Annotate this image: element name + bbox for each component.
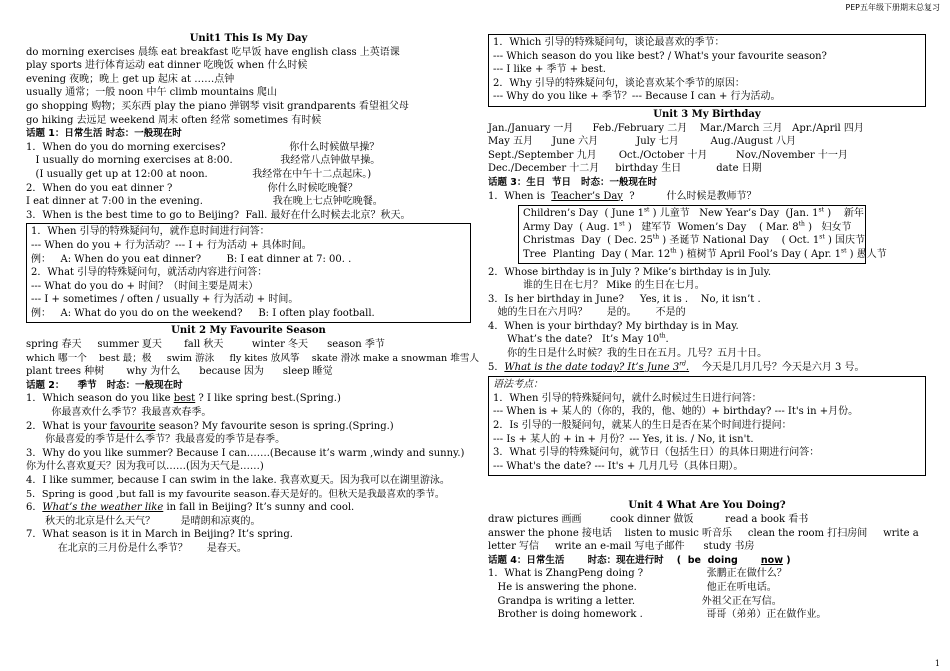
sentence-line: 2．Whose birthday is in July ? Mike’s birthday is in July. xyxy=(488,266,772,278)
text: ) 国庆节 xyxy=(824,235,866,247)
vocab-line: do morning exercises 晨练 eat breakfast 吃早饭 have english class 上英语课 xyxy=(26,46,400,58)
underlined-word: favourite xyxy=(109,420,156,432)
sentence-line: Grandpa is writing a letter. 外祖父正在写信。 xyxy=(488,595,782,607)
spacer xyxy=(488,477,926,499)
text: 2．What is your xyxy=(26,420,110,432)
holiday-line xyxy=(523,221,861,235)
ordinal: st xyxy=(818,206,825,214)
vocab-line: go shopping 购物；买东西 play the piano 弹钢琴 visit grandparents 看望祖父母 xyxy=(26,100,409,112)
unit2-grammar-box xyxy=(488,34,926,107)
ordinal: st xyxy=(840,247,847,255)
text: ) 儿童节 New Year’s Day (Jan. 1 xyxy=(649,208,819,220)
vocab-line: which 哪一个 best 最；极 swim 游泳 fly kites 放风筝 skate 滑冰 make a snowman 堆雪人 xyxy=(26,352,480,364)
sentence-line: He is answering the phone. 他正在听电话。 xyxy=(488,581,777,593)
right-column xyxy=(488,34,926,622)
underlined-word: now xyxy=(760,554,783,566)
sentence-line: 她的生日在六月吗？ 是的。 不是的 xyxy=(488,307,686,319)
text: 今天是几月几号？今天是六月 3 号。 xyxy=(689,361,865,373)
text: What’s the date? It’s May 10 xyxy=(488,334,660,346)
text: 1．Which season do you like xyxy=(26,393,174,405)
unit3-months xyxy=(488,122,926,176)
grammar-line: --- What's the date? --- It's + 几月几号（具体日期）。 xyxy=(493,460,744,472)
unit3-grammar-box xyxy=(488,376,926,476)
page-number: 1 xyxy=(934,659,940,668)
sentence-line xyxy=(26,392,471,406)
grammar-line: 2．Why 引导的特殊疑问句，谈论喜欢某个季节的原因： xyxy=(493,77,745,89)
unit2-title: Unit 2 My Favourite Season xyxy=(171,325,326,337)
text: 5． xyxy=(488,361,505,373)
sentence-line xyxy=(26,501,471,515)
italic-underlined-phrase: What’s the weather like xyxy=(42,502,164,514)
unit1-vocab xyxy=(26,46,471,128)
text: 1．When is xyxy=(488,190,552,202)
sentence-line: 3．Why do you like summer? Because I can…….(Because it’s warm ,windy and sunny.) 你为什么喜欢夏天？因为我可以……(因为天气是……) xyxy=(26,447,465,473)
text: ) 建军节 Women’s Day ( Mar. 8 xyxy=(624,221,799,233)
vocab-line: Sept./September 九月 Oct./October 十月 Nov./November 十一月 xyxy=(488,149,848,161)
grammar-line: 2．What 引导的特殊疑问句，就活动内容进行问答： xyxy=(31,267,268,279)
text: ) xyxy=(783,554,791,566)
grammar-line: --- I + sometimes / often / usually + 行为活动 + 时间。 xyxy=(31,294,299,306)
vocab-line: spring 春天 summer 夏天 fall 秋天 winter 冬天 season 季节 xyxy=(26,339,385,351)
unit2-sentences xyxy=(26,392,471,555)
grammar-line: --- What do you do + 时间？（时间主要是周末） xyxy=(31,280,259,292)
left-column xyxy=(26,32,480,556)
ordinal: th xyxy=(670,247,677,255)
text: ) 新年 xyxy=(824,208,864,220)
unit3-title: Unit 3 My Birthday xyxy=(653,108,761,120)
ordinal: th xyxy=(652,233,660,241)
ordinal: rd xyxy=(679,360,686,368)
sentence-line: 你的生日是什么时候？我的生日在五月。几号？五月十日。 xyxy=(488,348,768,360)
unit2-topic: 话题 2： 季节 时态：一般现在时 xyxy=(26,379,183,391)
grammar-heading: 语法考点： xyxy=(493,379,543,391)
unit1-topic: 话题 1：日常生活 时态：一般现在时 xyxy=(26,128,182,140)
text: ? 什么时候是教师节？ xyxy=(622,190,757,202)
text: ) 圣诞节 National Day ( Oct. 1 xyxy=(659,235,820,247)
text: in fall in Beijing? It’s sunny and cool. xyxy=(163,502,355,514)
sentence-line: 1．When do you do morning exercises? 你什么时候做早操？ xyxy=(26,141,380,153)
ordinal: th xyxy=(659,333,666,341)
holiday-line xyxy=(523,206,864,221)
unit2-vocab xyxy=(26,338,480,379)
sentence-line: 7．What season is it in March in Beijing? It’s spring. xyxy=(26,529,293,541)
ordinal: st xyxy=(619,220,625,228)
ordinal: th xyxy=(798,220,805,228)
text: 话题 4：日常生活 时态：现在进行时 ( be doing xyxy=(488,554,761,566)
text: Christmas Day ( Dec. 25 xyxy=(523,235,653,247)
sentence-line: (I usually get up at 12:00 at noon. 我经常在中午十二点起床。) xyxy=(26,168,372,180)
ordinal: st xyxy=(819,233,825,241)
grammar-line: --- Is + 某人的 + in + 月份？--- Yes, it is. / No, it isn't. xyxy=(493,433,754,445)
unit4-title: Unit 4 What Are You Doing? xyxy=(628,500,786,512)
holidays-box xyxy=(518,205,887,263)
vocab-line: evening 夜晚；晚上 get up 起床 at ……点钟 xyxy=(26,73,235,85)
sentence-line: Brother is doing homework . 哥哥（弟弟）正在做作业。 xyxy=(488,609,827,621)
grammar-line: --- Which season do you like best? / What's your favourite season? xyxy=(493,50,827,62)
text: Army Day ( Aug. 1 xyxy=(523,221,620,233)
text: ) 妇女节 xyxy=(804,221,852,233)
vocab-line: plant trees 种树 why 为什么 because 因为 sleep 睡觉 xyxy=(26,366,333,378)
text: season? My favourite seson is spring.(Spring.) xyxy=(155,420,394,432)
grammar-line: 例： A: When do you eat dinner? B: I eat dinner at 7: 00. . xyxy=(31,253,352,265)
grammar-line: --- I like + 季节 + best. xyxy=(493,64,606,76)
holiday-line xyxy=(523,247,887,262)
holiday-line xyxy=(523,233,866,248)
sentence-line: 2．When do you eat dinner ? 你什么时候吃晚餐？ xyxy=(26,182,358,194)
sentence-line: 你最喜欢什么季节？我最喜欢春季。 xyxy=(26,407,212,419)
sentence-line: 3．When is the best time to go to Beijing? Fall. 最好在什么时候去北京？秋天。 xyxy=(26,209,411,221)
sentence-line xyxy=(26,420,471,434)
grammar-line: 1．When 引导的特殊疑问句，就作息时间进行问答： xyxy=(31,226,270,238)
sentence-line: 1．What is ZhangPeng doing ? 张鹏正在做什么？ xyxy=(488,568,787,580)
grammar-line: 1．Which 引导的特殊疑问句，谈论最喜欢的季节： xyxy=(493,37,725,48)
sentence-line: 4．When is your birthday? My birthday is in May. xyxy=(488,320,739,332)
grammar-line: --- Why do you like + 季节？--- Because I can + 行为活动。 xyxy=(493,91,781,103)
sentence-line: 在北京的三月份是什么季节？ 是春天。 xyxy=(26,542,247,554)
text: ) 愚人节 xyxy=(846,248,887,260)
unit3-topic: 话题 3：生日 节日 时态：一般现在时 xyxy=(488,176,657,188)
vocab-line: May 五月 June 六月 July 七月 Aug./August 八月 xyxy=(488,136,796,148)
page-header: PEP五年级下册期末总复习 xyxy=(845,3,940,12)
grammar-line: 例： A: What do you do on the weekend? B: I often play football. xyxy=(31,307,375,319)
grammar-line: 1．When 引导的特殊疑问句，就什么时候过生日进行问答： xyxy=(493,392,762,404)
sentence-line xyxy=(488,333,926,347)
underlined-word: Teacher’s Day xyxy=(551,190,623,202)
vocab-line: usually 通常；一般 noon 中午 climb mountains 爬山 xyxy=(26,87,278,99)
sentence-line xyxy=(488,361,926,375)
sentence-line: 秋天的北京是什么天气？ 是晴朗和凉爽的。 xyxy=(26,515,261,527)
vocab-line: play sports 进行体育运动 eat dinner 吃晚饭 when 什么时候 xyxy=(26,60,308,72)
sentence-line: I eat dinner at 7:00 in the evening. 我在晚上七点钟吃晚餐。 xyxy=(26,196,383,208)
unit1-sentences xyxy=(26,141,471,223)
grammar-line: --- When do you + 行为活动？--- I + 行为活动 + 具体时间。 xyxy=(31,239,312,251)
sentence-line: I usually do morning exercises at 8:00. 我经常八点钟做早操。 xyxy=(26,155,381,167)
text: Children’s Day ( June 1 xyxy=(523,208,644,220)
sentence-line: 谁的生日在七月？ Mike 的生日在七月。 xyxy=(488,280,705,292)
text: . xyxy=(665,334,669,346)
sentence-line: 4．I like summer, because I can swim in the lake. 我喜欢夏天。因为我可以在湖里游泳。 xyxy=(26,475,450,486)
grammar-line: --- When is + 某人的（你的，我的，他、她的）+ birthday? --- It's in +月份。 xyxy=(493,406,859,418)
sentence-line: 你最喜爱的季节是什么季节？我最喜爱的季节是春季。 xyxy=(26,434,286,446)
text: . xyxy=(685,361,690,373)
unit1-grammar-box xyxy=(26,223,471,323)
text: 6． xyxy=(26,502,43,514)
text: ? I like spring best.(Spring.) xyxy=(195,393,341,405)
sentence-line xyxy=(488,190,926,204)
vocab-line: Dec./December 十二月 birthday 生日 date 日期 xyxy=(488,163,762,175)
grammar-line: 2．Is 引导的一般疑问句，就某人的生日是否在某个时间进行提问： xyxy=(493,420,792,432)
sentence-line: 5．Spring is good ,but fall is my favourite season.春天是好的。但秋天是我最喜欢的季节。 xyxy=(26,488,445,500)
text: ) 植树节 April Fool’s Day ( Apr. 1 xyxy=(676,248,841,260)
text: Tree Planting Day ( Mar. 12 xyxy=(523,248,671,260)
sentence-line: 3．Is her birthday in June? Yes, it is . No, it isn’t . xyxy=(488,293,761,305)
unit1-title: Unit1 This Is My Day xyxy=(189,33,308,44)
vocab-line: answer the phone 接电话 listen to music 听音乐 clean the room 打扫房间 write a letter 写信 write an e-mail 写电子邮件 study 书房 xyxy=(488,527,922,553)
vocab-line: draw pictures 画画 cook dinner 做饭 read a book 看书 xyxy=(488,514,809,525)
unit4-topic xyxy=(488,554,926,568)
underlined-word: best xyxy=(173,393,196,405)
ordinal: st xyxy=(643,206,650,214)
grammar-line: 3．What 引导的特殊疑问句，就节日（包括生日）的具体日期进行问答： xyxy=(493,447,820,459)
vocab-line: go hiking 去远足 weekend 周末 often 经常 sometimes 有时候 xyxy=(26,114,322,126)
text: What is the date today? It’s June 3 xyxy=(504,361,680,373)
italic-underlined-phrase xyxy=(504,362,689,373)
vocab-line: Jan./January 一月 Feb./February 二月 Mar./March 三月 Apr./April 四月 xyxy=(488,122,864,134)
